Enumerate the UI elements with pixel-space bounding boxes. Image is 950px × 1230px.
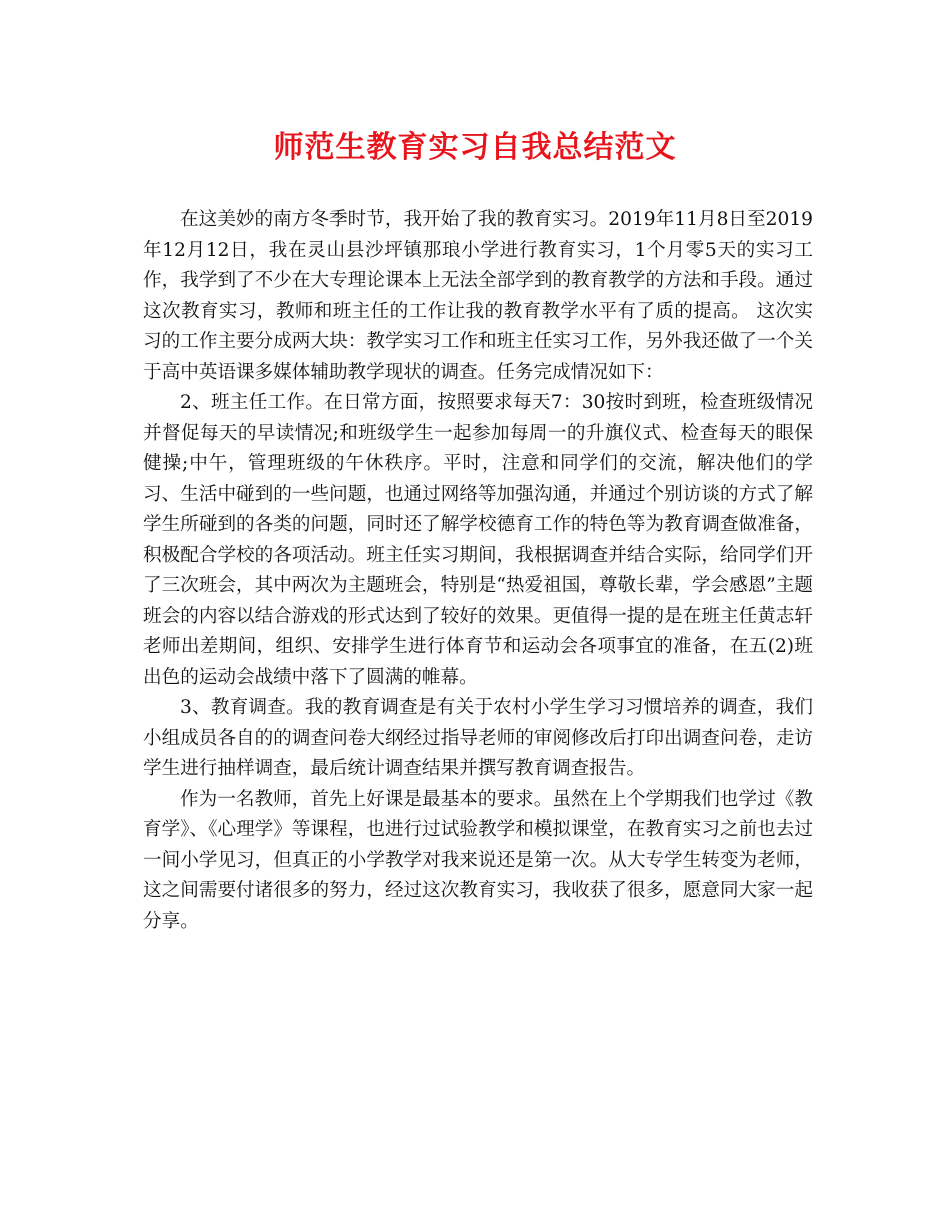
page-title: 师范生教育实习自我总结范文 bbox=[273, 130, 677, 165]
paragraph-class-teacher: 2、班主任工作。在日常方面，按照要求每天7：30按时到班，检查班级情况并督促每天的早读情况;和班级学生一起参加每周一的升旗仪式、检查每天的眼保健操;中午，管理班级的午休秩序。平时，注意和同学们的交流，解决他们的学习、生活中碰到的一些问题，也通过网络等加强沟通，并通过个别访谈的方式了解学生所碰到的各类的问题，同时还了解学校德育工作的特色等为教育调查做准备，积极配合学校的各项活动。班主任实习期间，我根据调查并结合实际，给同学们开了三次班会，其中两次为主题班会，特别是“热爱祖国，尊敬长辈，学会感恩”主题班会的内容以结合游戏的形式达到了较好的效果。更值得一提的是在班主任黄志轩老师出差期间，组织、安排学生进行体育节和运动会各项事宜的准备，在五(2)班出色的运动会战绩中落下了圆满的帷幕。 bbox=[143, 392, 813, 688]
document-body bbox=[143, 205, 813, 937]
paragraph-reflection: 作为一名教师，首先上好课是最基本的要求。虽然在上个学期我们也学过《教育学》、《心理学》等课程，也进行过试验教学和模拟课堂，在教育实习之前也去过一间小学见习，但真正的小学教学对我来说还是第一次。从大专学生转变为老师，这之间需要付诸很多的努力，经过这次教育实习，我收获了很多，愿意同大家一起分享。 bbox=[143, 788, 813, 932]
paragraph-intro: 在这美妙的南方冬季时节，我开始了我的教育实习。2019年11月8日至2019年12月12日，我在灵山县沙坪镇那琅小学进行教育实习，1个月零5天的实习工作，我学到了不少在大专理论课本上无法全部学到的教育教学的方法和手段。通过这次教育实习，教师和班主任的工作让我的教育教学水平有了质的提高。 这次实习的工作主要分成两大块：教学实习工作和班主任实习工作，另外我还做了一个关于高中英语课多媒体辅助教学现状的调查。任务完成情况如下： bbox=[143, 209, 813, 383]
paragraph-education-survey: 3、教育调查。我的教育调查是有关于农村小学生学习习惯培养的调查，我们小组成员各自的的调查问卷大纲经过指导老师的审阅修改后打印出调查问卷，走访学生进行抽样调查，最后统计调查结果并撰写教育调查报告。 bbox=[143, 697, 813, 779]
